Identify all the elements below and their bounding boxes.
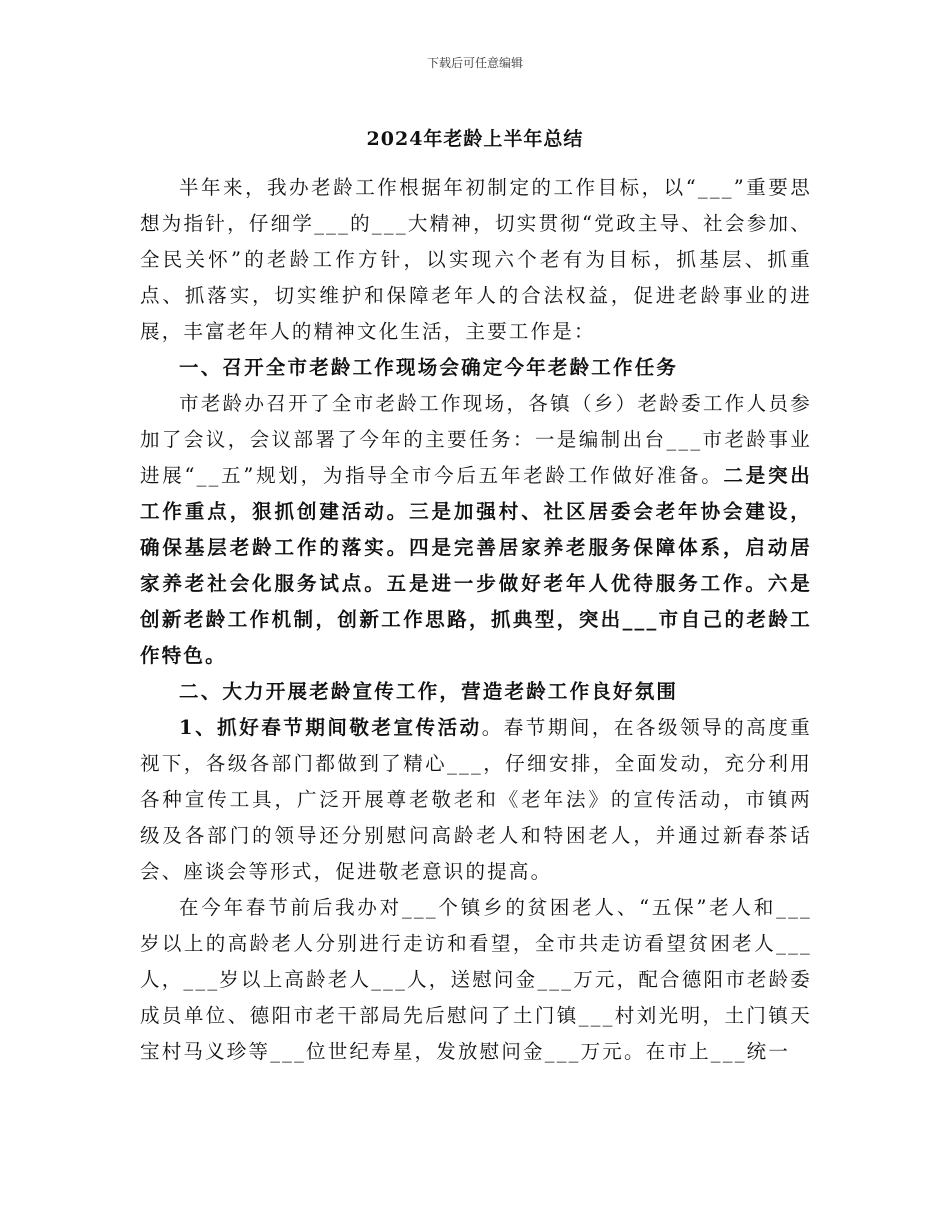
- section-heading-2: 二、大力开展老龄宣传工作，营造老龄工作良好氛围: [179, 680, 679, 703]
- intro-paragraph: 半年来，我办老龄工作根据年初制定的工作目标，以“___”重要思想为指针，仔细学___的___大精神，切实贯彻“党政主导、社会参加、全民关怀”的老龄工作方针，以实现六个老有为目标，抓基层、抓重点、抓落实，切实维护和保障老年人的合法权益，促进老龄事业的进展，丰富老年人的精神文化生活，主要工作是：: [140, 176, 812, 343]
- section-1-bold-text: 二是突出工作重点，狠抓创建活动。三是加强村、社区居委会老年协会建设，确保基层老龄工作的落实。四是完善居家养老服务保障体系，启动居家养老社会化服务试点。五是进一步做好老年人优待服务工作。六是创新老龄工作机制，创新工作思路，抓典型，突出___市自己的老龄工作特色。: [140, 464, 812, 667]
- section-2-text: 。春节期间，在各级领导的高度重视下，各级各部门都做到了精心___，仔细安排，全面发动，充分利用各种宣传工具，广泛开展尊老敬老和《老年法》的宣传活动，市镇两级及各部门的领导还分别慰问高龄老人和特困老人，并通过新春茶话会、座谈会等形式，促进敬老意识的提高。: [140, 716, 812, 883]
- document-title: 2024年老龄上半年总结: [366, 128, 584, 150]
- section-2-paragraph: [140, 710, 812, 890]
- section-1-paragraph: [140, 386, 812, 674]
- section-2-lead: 1、抓好春节期间敬老宣传活动: [179, 716, 482, 739]
- header-note: 下载后可任意编辑: [426, 56, 523, 70]
- section-1-text: 市老龄办召开了全市老龄工作现场，各镇（乡）老龄委工作人员参加了会议，会议部署了今年的主要任务：一是编制出台___市老龄事业进展“__五”规划，为指导全市今后五年老龄工作做好准备。: [140, 392, 812, 487]
- document-body: [140, 170, 812, 1070]
- section-2-paragraph-2: 在今年春节前后我办对___个镇乡的贫困老人、“五保”老人和___岁以上的高龄老人分别进行走访和看望，全市共走访看望贫困老人___人，___岁以上高龄老人___人，送慰问金___万元，配合德阳市老龄委成员单位、德阳市老干部局先后慰问了土门镇___村刘光明，土门镇天宝村马义珍等___位世纪寿星，发放慰问金___万元。在市上___统一: [140, 896, 812, 1063]
- section-heading-1: 一、召开全市老龄工作现场会确定今年老龄工作任务: [179, 356, 679, 379]
